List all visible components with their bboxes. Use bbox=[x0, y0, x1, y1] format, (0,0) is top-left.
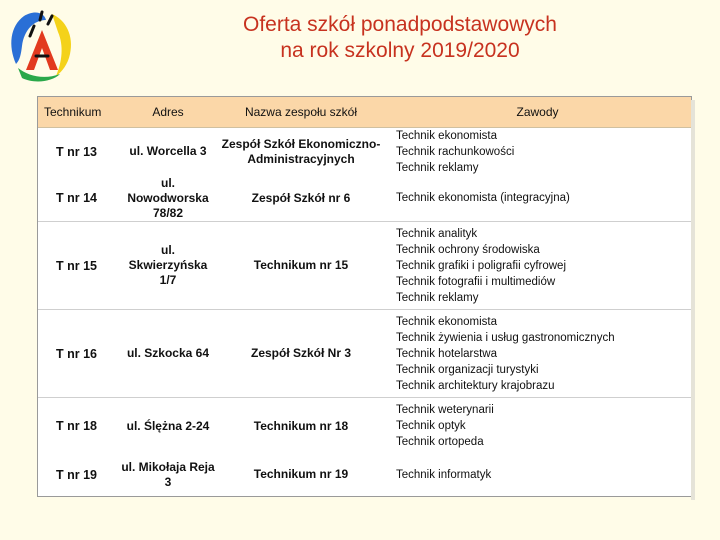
school-logo bbox=[4, 6, 78, 86]
profession-item: Technik architektury krajobrazu bbox=[396, 379, 555, 392]
cell-technikum: T nr 14 bbox=[56, 191, 97, 206]
cell-technikum: T nr 19 bbox=[56, 467, 97, 482]
page-title-line-1: Oferta szkół ponadpodstawowych bbox=[242, 13, 557, 36]
table-row bbox=[38, 127, 691, 176]
cell-adres: ul. Skwierzyńska 1/7 bbox=[118, 222, 218, 310]
profession-item: Technik hotelarstwa bbox=[396, 347, 497, 360]
profession-item: Technik grafiki i poligrafii cyfrowej bbox=[396, 259, 567, 272]
profession-item: Technik ortopeda bbox=[396, 436, 484, 449]
cell-zespol: Technikum nr 15 bbox=[218, 222, 384, 310]
cell-adres: ul. Mikołaja Reja 3 bbox=[121, 459, 215, 489]
profession-item: Technik żywienia i usług gastronomicznych bbox=[396, 331, 615, 344]
cell-zespol: Zespół Szkół Ekonomiczno- Administracyjnych bbox=[221, 136, 381, 166]
schools-table-container bbox=[37, 96, 692, 497]
table-header-row bbox=[38, 97, 691, 127]
cell-adres: ul. Szkocka 64 bbox=[118, 310, 218, 398]
header-technikum: Technikum bbox=[38, 97, 118, 127]
cell-technikum: T nr 15 bbox=[38, 222, 118, 310]
cell-technikum: T nr 16 bbox=[38, 310, 118, 398]
page-title-line-2: na rok szkolny 2019/2020 bbox=[280, 39, 520, 62]
schools-table bbox=[38, 97, 691, 496]
profession-item: Technik fotografii i multimediów bbox=[396, 275, 556, 288]
profession-item: Technik analityk bbox=[396, 227, 478, 240]
cell-adres: ul. Worcella 3 bbox=[129, 144, 207, 159]
profession-item: Technik weterynarii bbox=[396, 404, 494, 417]
table-row bbox=[38, 398, 691, 454]
cell-technikum: T nr 13 bbox=[56, 144, 97, 159]
cell-zawody bbox=[384, 398, 691, 454]
profession-item: Technik organizacji turystyki bbox=[396, 363, 539, 376]
table-row bbox=[38, 176, 691, 222]
cell-zespol: Zespół Szkół Nr 3 bbox=[218, 310, 384, 398]
header-adres: Adres bbox=[118, 97, 218, 127]
cell-zawody bbox=[384, 222, 691, 310]
header-zespol: Nazwa zespołu szkół bbox=[218, 97, 384, 127]
cell-zawody bbox=[384, 176, 691, 222]
cell-zespol: Zespół Szkół nr 6 bbox=[251, 190, 351, 205]
cell-adres: ul. Ślężna 2-24 bbox=[118, 398, 218, 454]
profession-item: Technik ochrony środowiska bbox=[396, 243, 540, 256]
cell-zawody bbox=[384, 127, 691, 176]
profession-item: Technik informatyk bbox=[396, 468, 492, 481]
profession-item: Technik rachunkowości bbox=[396, 145, 515, 158]
profession-item: Technik ekonomista bbox=[396, 129, 497, 142]
table-row bbox=[38, 310, 691, 398]
page-title bbox=[150, 12, 650, 64]
cell-zespol: Technikum nr 18 bbox=[218, 398, 384, 454]
cell-zawody bbox=[384, 454, 691, 496]
header-zawody: Zawody bbox=[384, 97, 691, 127]
cell-technikum: T nr 18 bbox=[38, 398, 118, 454]
profession-item: Technik ekonomista (integracyjna) bbox=[396, 192, 570, 205]
cell-adres: ul. Nowodworska 78/82 bbox=[127, 175, 209, 220]
profession-item: Technik reklamy bbox=[396, 161, 479, 174]
profession-item: Technik ekonomista bbox=[396, 315, 497, 328]
cell-zespol: Technikum nr 19 bbox=[253, 467, 349, 482]
cell-zawody bbox=[384, 310, 691, 398]
profession-item: Technik optyk bbox=[396, 420, 466, 433]
table-row bbox=[38, 222, 691, 310]
profession-item: Technik reklamy bbox=[396, 291, 479, 304]
table-row bbox=[38, 454, 691, 496]
